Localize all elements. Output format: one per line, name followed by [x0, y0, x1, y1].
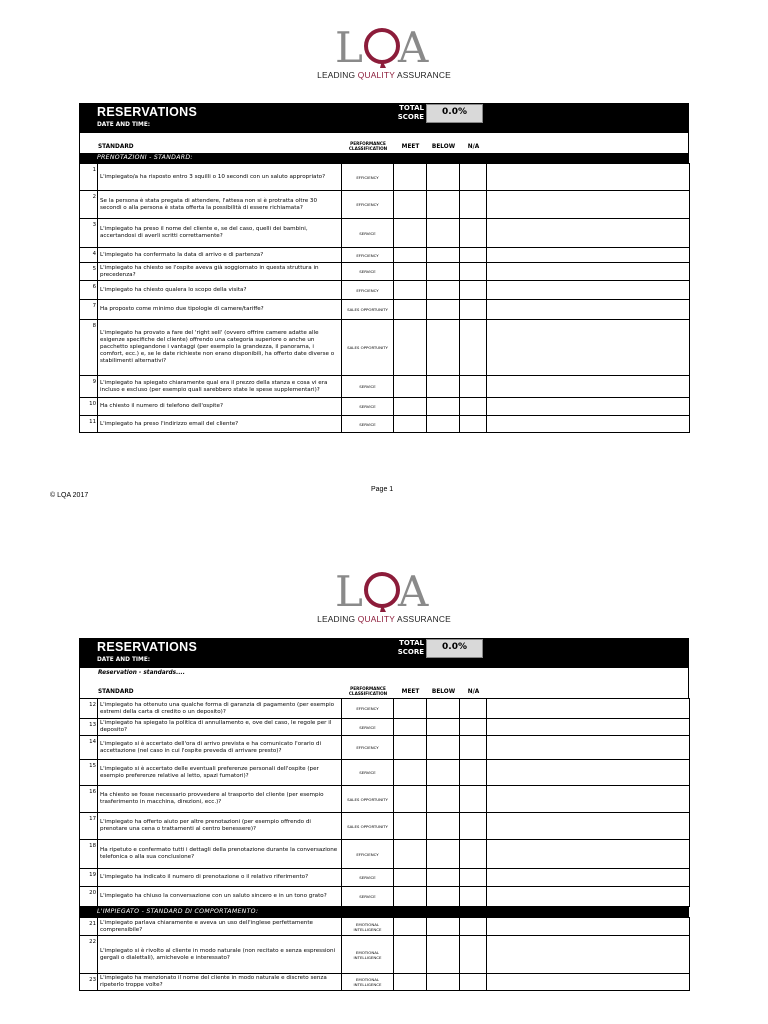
row-number: 21	[80, 918, 98, 936]
date-time-label: DATE AND TIME:	[97, 657, 151, 663]
table-row	[80, 320, 690, 376]
comment-cell[interactable]	[487, 736, 690, 760]
comment-cell[interactable]	[487, 869, 690, 887]
sheet-title: RESERVATIONS	[97, 105, 198, 119]
row-number: 16	[80, 786, 98, 813]
comment-cell[interactable]	[487, 263, 690, 281]
meet-cell[interactable]	[394, 320, 427, 376]
col-na: N/A	[467, 144, 480, 150]
below-cell[interactable]	[427, 760, 460, 786]
standard-question: L'impiegato ha offerto aiuto per altre prenotazioni (per esempio offrendo di prenotare una cena o trattamenti al centro benessere)?	[98, 813, 342, 840]
standard-question: L'impiegato ha ottenuto una qualche forma di garanzia di pagamento (per esempio estremi della carta di credito o un deposito)?	[98, 699, 342, 719]
classification-cell: SALES OPPORTUNITY	[342, 320, 394, 376]
table-row	[80, 164, 690, 191]
meet-cell[interactable]	[394, 416, 427, 433]
svg-text:L: L	[335, 567, 363, 612]
sheet-header	[79, 638, 689, 668]
na-cell[interactable]	[460, 219, 487, 248]
table-row	[80, 786, 690, 813]
svg-text:A: A	[398, 23, 429, 68]
meet-cell[interactable]	[394, 219, 427, 248]
table-row	[80, 887, 690, 907]
row-number: 22	[80, 936, 98, 974]
standard-question: L'impiegato ha preso il nome del cliente e, se del caso, quelli dei bambini, accertandosi di averli scritti correttamente?	[98, 219, 342, 248]
col-meet: MEET	[401, 689, 420, 695]
meet-cell[interactable]	[394, 376, 427, 398]
col-below: BELOW	[431, 144, 456, 150]
below-cell[interactable]	[427, 219, 460, 248]
row-number: 17	[80, 813, 98, 840]
standard-question: L'impiegato ha spiegato la politica di annullamento e, ove del caso, le regole per il deposito?	[98, 719, 342, 736]
meet-cell[interactable]	[394, 248, 427, 263]
comment-cell[interactable]	[487, 320, 690, 376]
lqa-logo	[316, 22, 452, 80]
na-cell[interactable]	[460, 191, 487, 219]
na-cell[interactable]	[460, 376, 487, 398]
svg-text:A: A	[398, 567, 429, 612]
below-cell[interactable]	[427, 869, 460, 887]
total-score-label: TOTAL SCORE	[397, 639, 424, 656]
table-row	[80, 699, 690, 719]
sheet-title: RESERVATIONS	[97, 640, 198, 654]
table-row	[80, 219, 690, 248]
col-standard: STANDARD	[98, 689, 134, 695]
meet-cell[interactable]	[394, 699, 427, 719]
below-cell[interactable]	[427, 281, 460, 300]
below-cell[interactable]	[427, 840, 460, 869]
table-row	[80, 918, 690, 936]
row-number: 13	[80, 719, 98, 736]
behaviour-table	[79, 917, 690, 991]
standard-question: L'impiegato si è rivolto al cliente in modo naturale (non recitato e senza espressioni gergali o dialettali), amichevole e interessato?	[98, 936, 342, 974]
comment-cell[interactable]	[487, 887, 690, 907]
row-number: 23	[80, 974, 98, 991]
table-row	[80, 263, 690, 281]
below-cell[interactable]	[427, 191, 460, 219]
comment-cell[interactable]	[487, 699, 690, 719]
classification-cell: SERVICE	[342, 887, 394, 907]
below-cell[interactable]	[427, 736, 460, 760]
meet-cell[interactable]	[394, 974, 427, 991]
standard-question: Ha ripetuto e confermato tutti i dettagli della prenotazione durante la conversazione telefonica o alla sua conclusione?	[98, 840, 342, 869]
row-number: 14	[80, 736, 98, 760]
standard-question: L'impiegato si è accertato delle eventuali preferenze personali dell'ospite (per esempio preferenze relative al letto, spazi fumatori)?	[98, 760, 342, 786]
meet-cell[interactable]	[394, 840, 427, 869]
na-cell[interactable]	[460, 936, 487, 974]
comment-cell[interactable]	[487, 398, 690, 416]
comment-cell[interactable]	[487, 974, 690, 991]
row-number: 8	[80, 320, 98, 376]
na-cell[interactable]	[460, 719, 487, 736]
below-cell[interactable]	[427, 376, 460, 398]
comment-cell[interactable]	[487, 219, 690, 248]
classification-cell: EFFICIENCY	[342, 281, 394, 300]
meet-cell[interactable]	[394, 936, 427, 974]
row-number: 11	[80, 416, 98, 433]
lqa-logo	[316, 566, 452, 624]
table-row	[80, 760, 690, 786]
na-cell[interactable]	[460, 248, 487, 263]
meet-cell[interactable]	[394, 760, 427, 786]
comment-cell[interactable]	[487, 936, 690, 974]
na-cell[interactable]	[460, 887, 487, 907]
below-cell[interactable]	[427, 416, 460, 433]
svg-text:L: L	[335, 23, 363, 68]
sheet-header	[79, 103, 689, 133]
standard-question: L'impiegato ha confermato la data di arrivo e di partenza?	[98, 248, 342, 263]
below-cell[interactable]	[427, 699, 460, 719]
comment-cell[interactable]	[487, 840, 690, 869]
classification-cell: SERVICE	[342, 869, 394, 887]
classification-cell: SALES OPPORTUNITY	[342, 786, 394, 813]
col-classification: PERFORMANCE CLASSIFICATION	[348, 141, 388, 151]
na-cell[interactable]	[460, 869, 487, 887]
below-cell[interactable]	[427, 320, 460, 376]
comment-cell[interactable]	[487, 376, 690, 398]
na-cell[interactable]	[460, 281, 487, 300]
na-cell[interactable]	[460, 974, 487, 991]
row-number: 5	[80, 263, 98, 281]
row-number: 12	[80, 699, 98, 719]
standard-question: Se la persona è stata pregata di attendere, l'attesa non si è protratta oltre 30 secondi o alla persona è stata offerta la possibilità di essere richiamata?	[98, 191, 342, 219]
table-row	[80, 840, 690, 869]
standard-question: L'impiegato ha preso l'indirizzo email del cliente?	[98, 416, 342, 433]
table-row	[80, 248, 690, 263]
col-standard: STANDARD	[98, 144, 134, 150]
table-row	[80, 719, 690, 736]
below-cell[interactable]	[427, 248, 460, 263]
page-number: Page 1	[371, 486, 394, 493]
classification-cell: EMOTIONAL INTELLIGENCE	[342, 974, 394, 991]
comment-cell[interactable]	[487, 164, 690, 191]
meet-cell[interactable]	[394, 263, 427, 281]
classification-cell: SERVICE	[342, 376, 394, 398]
standard-question: L'impiegato ha provato a fare del 'right sell' (ovvero offrire camere adatte alle esigenze specifiche del cliente) offrendo una categoria superiore o anche un pacchetto spiegandone i vantaggi (per esempio la grandezza, il panorama, i comfort, ecc.) e, se le date richieste non erano disponibili, ha offerto date diverse o stabilimenti alternativi?	[98, 320, 342, 376]
meet-cell[interactable]	[394, 719, 427, 736]
row-number: 19	[80, 869, 98, 887]
row-number: 3	[80, 219, 98, 248]
standard-question: L'impiegato ha spiegato chiaramente qual era il prezzo della stanza e cosa vi era incluso e escluso (per esempio quali sarebbero state le spese supplementari)?	[98, 376, 342, 398]
copyright: © LQA 2017	[50, 492, 89, 499]
standard-question: L'impiegato ha menzionato il nome del cliente in modo naturale e discreto senza ripeterlo troppe volte?	[98, 974, 342, 991]
below-cell[interactable]	[427, 786, 460, 813]
classification-cell: EFFICIENCY	[342, 840, 394, 869]
classification-cell: SERVICE	[342, 416, 394, 433]
comment-cell[interactable]	[487, 760, 690, 786]
na-cell[interactable]	[460, 760, 487, 786]
col-classification: PERFORMANCE CLASSIFICATION	[348, 686, 388, 696]
meet-cell[interactable]	[394, 281, 427, 300]
below-cell[interactable]	[427, 936, 460, 974]
na-cell[interactable]	[460, 918, 487, 936]
table-row	[80, 813, 690, 840]
standard-question: L'impiegato ha chiesto se l'ospite aveva già soggiornato in questa struttura in precedenza?	[98, 263, 342, 281]
table-row	[80, 936, 690, 974]
below-cell[interactable]	[427, 300, 460, 320]
classification-cell: EFFICIENCY	[342, 164, 394, 191]
meet-cell[interactable]	[394, 164, 427, 191]
standard-question: Ha chiesto il numero di telefono dell'ospite?	[98, 398, 342, 416]
standard-question: Ha proposto come minimo due tipologie di camere/tariffe?	[98, 300, 342, 320]
total-score-value: 0.0%	[426, 104, 483, 123]
comment-cell[interactable]	[487, 416, 690, 433]
comment-cell[interactable]	[487, 786, 690, 813]
logo-tagline: LEADING QUALITY ASSURANCE	[317, 614, 451, 624]
na-cell[interactable]	[460, 320, 487, 376]
total-score-value: 0.0%	[426, 639, 483, 658]
col-na: N/A	[467, 689, 480, 695]
classification-cell: SERVICE	[342, 719, 394, 736]
below-cell[interactable]	[427, 719, 460, 736]
comment-cell[interactable]	[487, 300, 690, 320]
below-cell[interactable]	[427, 813, 460, 840]
standard-question: L'impiegato ha chiuso la conversazione con un saluto sincero e in un tono grato?	[98, 887, 342, 907]
row-number: 15	[80, 760, 98, 786]
na-cell[interactable]	[460, 840, 487, 869]
classification-cell: SERVICE	[342, 263, 394, 281]
classification-cell: SERVICE	[342, 760, 394, 786]
comment-cell[interactable]	[487, 719, 690, 736]
na-cell[interactable]	[460, 398, 487, 416]
comment-cell[interactable]	[487, 281, 690, 300]
classification-cell: SALES OPPORTUNITY	[342, 813, 394, 840]
comment-cell[interactable]	[487, 248, 690, 263]
classification-cell: EFFICIENCY	[342, 248, 394, 263]
na-cell[interactable]	[460, 300, 487, 320]
table-row	[80, 281, 690, 300]
below-cell[interactable]	[427, 974, 460, 991]
comment-cell[interactable]	[487, 813, 690, 840]
row-number: 4	[80, 248, 98, 263]
na-cell[interactable]	[460, 813, 487, 840]
total-score-label: TOTAL SCORE	[397, 104, 424, 121]
meet-cell[interactable]	[394, 300, 427, 320]
col-meet: MEET	[401, 144, 420, 150]
below-cell[interactable]	[427, 263, 460, 281]
column-headers	[79, 133, 689, 153]
logo-tagline: LEADING QUALITY ASSURANCE	[317, 70, 451, 80]
col-below: BELOW	[431, 689, 456, 695]
below-cell[interactable]	[427, 398, 460, 416]
meet-cell[interactable]	[394, 191, 427, 219]
meet-cell[interactable]	[394, 813, 427, 840]
table-row	[80, 191, 690, 219]
standard-question: L'impiegato ha indicato il numero di prenotazione o il relativo riferimento?	[98, 869, 342, 887]
classification-cell: EFFICIENCY	[342, 699, 394, 719]
standard-question: L'impiegato ha chiesto qualera lo scopo della visita?	[98, 281, 342, 300]
classification-cell: SERVICE	[342, 398, 394, 416]
classification-cell: EMOTIONAL INTELLIGENCE	[342, 936, 394, 974]
section-heading: PRENOTAZIONI - STANDARD:	[79, 153, 689, 163]
score-sheet-1	[79, 103, 689, 433]
below-cell[interactable]	[427, 918, 460, 936]
na-cell[interactable]	[460, 699, 487, 719]
row-number: 10	[80, 398, 98, 416]
subheading: Reservation - standards....	[79, 668, 689, 678]
na-cell[interactable]	[460, 416, 487, 433]
score-sheet-2	[79, 638, 689, 991]
below-cell[interactable]	[427, 887, 460, 907]
classification-cell: EFFICIENCY	[342, 191, 394, 219]
row-number: 6	[80, 281, 98, 300]
meet-cell[interactable]	[394, 398, 427, 416]
row-number: 2	[80, 191, 98, 219]
meet-cell[interactable]	[394, 918, 427, 936]
classification-cell: SERVICE	[342, 219, 394, 248]
column-headers	[79, 678, 689, 698]
na-cell[interactable]	[460, 263, 487, 281]
table-row	[80, 398, 690, 416]
row-number: 9	[80, 376, 98, 398]
row-number: 20	[80, 887, 98, 907]
section-heading: L'IMPIEGATO - STANDARD DI COMPORTAMENTO:	[79, 907, 689, 917]
classification-cell: EMOTIONAL INTELLIGENCE	[342, 918, 394, 936]
row-number: 1	[80, 164, 98, 191]
table-row	[80, 974, 690, 991]
standard-question: L'impiegato parlava chiaramente e aveva un uso dell'inglese perfettamente comprensibile?	[98, 918, 342, 936]
na-cell[interactable]	[460, 786, 487, 813]
classification-cell: SALES OPPORTUNITY	[342, 300, 394, 320]
table-row	[80, 416, 690, 433]
meet-cell[interactable]	[394, 887, 427, 907]
meet-cell[interactable]	[394, 736, 427, 760]
table-row	[80, 869, 690, 887]
standards-table	[79, 163, 690, 433]
na-cell[interactable]	[460, 736, 487, 760]
comment-cell[interactable]	[487, 918, 690, 936]
below-cell[interactable]	[427, 164, 460, 191]
table-row	[80, 736, 690, 760]
row-number: 18	[80, 840, 98, 869]
meet-cell[interactable]	[394, 869, 427, 887]
row-number: 7	[80, 300, 98, 320]
table-row	[80, 376, 690, 398]
classification-cell: EFFICIENCY	[342, 736, 394, 760]
meet-cell[interactable]	[394, 786, 427, 813]
table-row	[80, 300, 690, 320]
na-cell[interactable]	[460, 164, 487, 191]
standard-question: L'impiegato si è accertato dell'ora di arrivo prevista e ha comunicato l'orario di accettazione (nel caso in cui l'ospite preveda di arrivare presto)?	[98, 736, 342, 760]
standards-table	[79, 698, 690, 907]
comment-cell[interactable]	[487, 191, 690, 219]
standard-question: L'impiegato/a ha risposto entro 3 squilli o 10 secondi con un saluto appropriato?	[98, 164, 342, 191]
date-time-label: DATE AND TIME:	[97, 122, 151, 128]
standard-question: Ha chiesto se fosse necessario provvedere al trasporto del cliente (per esempio trasferimento in macchina, direzioni, ecc.)?	[98, 786, 342, 813]
